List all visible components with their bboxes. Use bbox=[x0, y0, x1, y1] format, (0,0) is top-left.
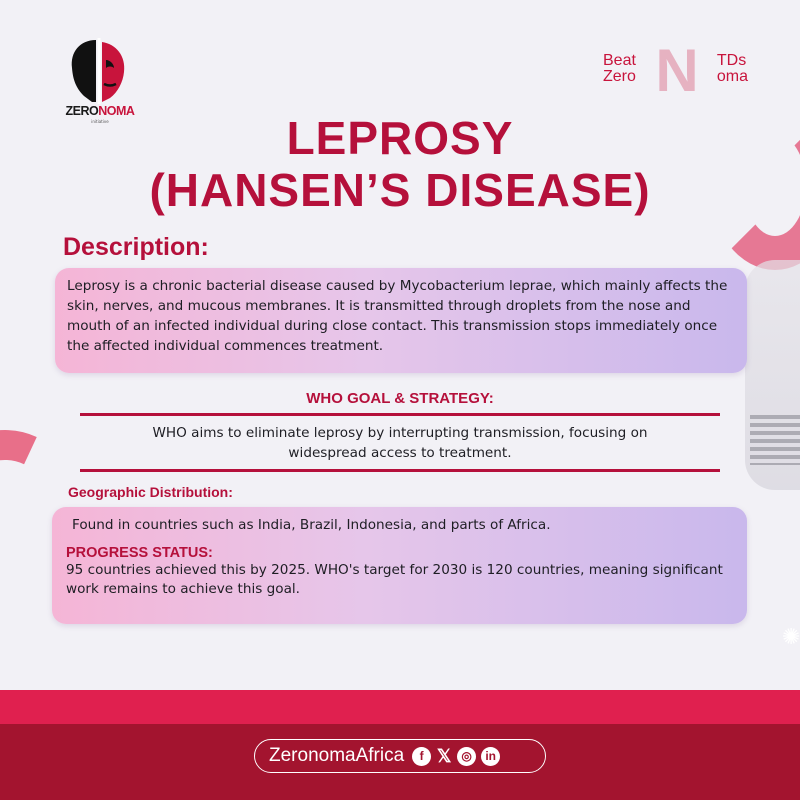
description-card bbox=[55, 268, 747, 373]
background-side-shape bbox=[745, 260, 800, 490]
beat-zero-text: Beat Zero bbox=[603, 52, 636, 85]
description-heading: Description: bbox=[63, 233, 209, 261]
x-icon[interactable]: 𝕏 bbox=[436, 746, 452, 766]
ntd-n-wordcloud: N bbox=[655, 37, 699, 104]
instagram-icon[interactable]: ◎ bbox=[457, 747, 476, 766]
description-text: Leprosy is a chronic bacterial disease caused by Mycobacterium leprae, which mainly affects the skin, nerves, and mucous membranes. It is transmitted through droplets from the nose and mouth of an infected individual during close contact. This transmission stops immediately once the affected individual commences treatment. bbox=[67, 278, 728, 354]
tds-oma-text: TDs oma bbox=[716, 52, 748, 85]
title-line-1: LEPROSY bbox=[286, 112, 514, 164]
who-goal-heading: WHO GOAL & STRATEGY: bbox=[306, 390, 494, 407]
geography-progress-card bbox=[52, 507, 747, 624]
linkedin-icon[interactable]: in bbox=[481, 747, 500, 766]
divider-bottom bbox=[80, 469, 720, 472]
page-title bbox=[0, 112, 800, 216]
logo-subtitle: initiative bbox=[91, 119, 109, 124]
background-stripes bbox=[750, 415, 800, 465]
who-goal-text: WHO aims to eliminate leprosy by interrupting transmission, focusing on widespread access to treatment. bbox=[152, 425, 648, 461]
divider-top bbox=[80, 413, 720, 416]
geographic-distribution-text: Found in countries such as India, Brazil, Indonesia, and parts of Africa. bbox=[72, 517, 551, 533]
social-handle-pill[interactable] bbox=[254, 739, 546, 773]
social-icons bbox=[412, 747, 500, 766]
geographic-distribution-heading: Geographic Distribution: bbox=[68, 484, 233, 500]
title-line-2: (HANSEN’S DISEASE) bbox=[149, 164, 651, 216]
logo-wordmark: ZERONOMA bbox=[65, 104, 135, 118]
social-handle: ZeronomaAfrica bbox=[269, 745, 405, 766]
face-silhouette-icon bbox=[66, 38, 130, 104]
progress-status-heading: PROGRESS STATUS: bbox=[66, 545, 213, 561]
footer-band-pink bbox=[0, 690, 800, 724]
facebook-icon[interactable]: f bbox=[412, 747, 431, 766]
beat-zero-ntds-logo bbox=[603, 37, 748, 104]
progress-status-text: 95 countries achieved this by 2025. WHO's target for 2030 is 120 countries, meaning significant work remains to achieve this goal. bbox=[66, 562, 723, 597]
bug-icon: ✺ bbox=[782, 625, 800, 650]
